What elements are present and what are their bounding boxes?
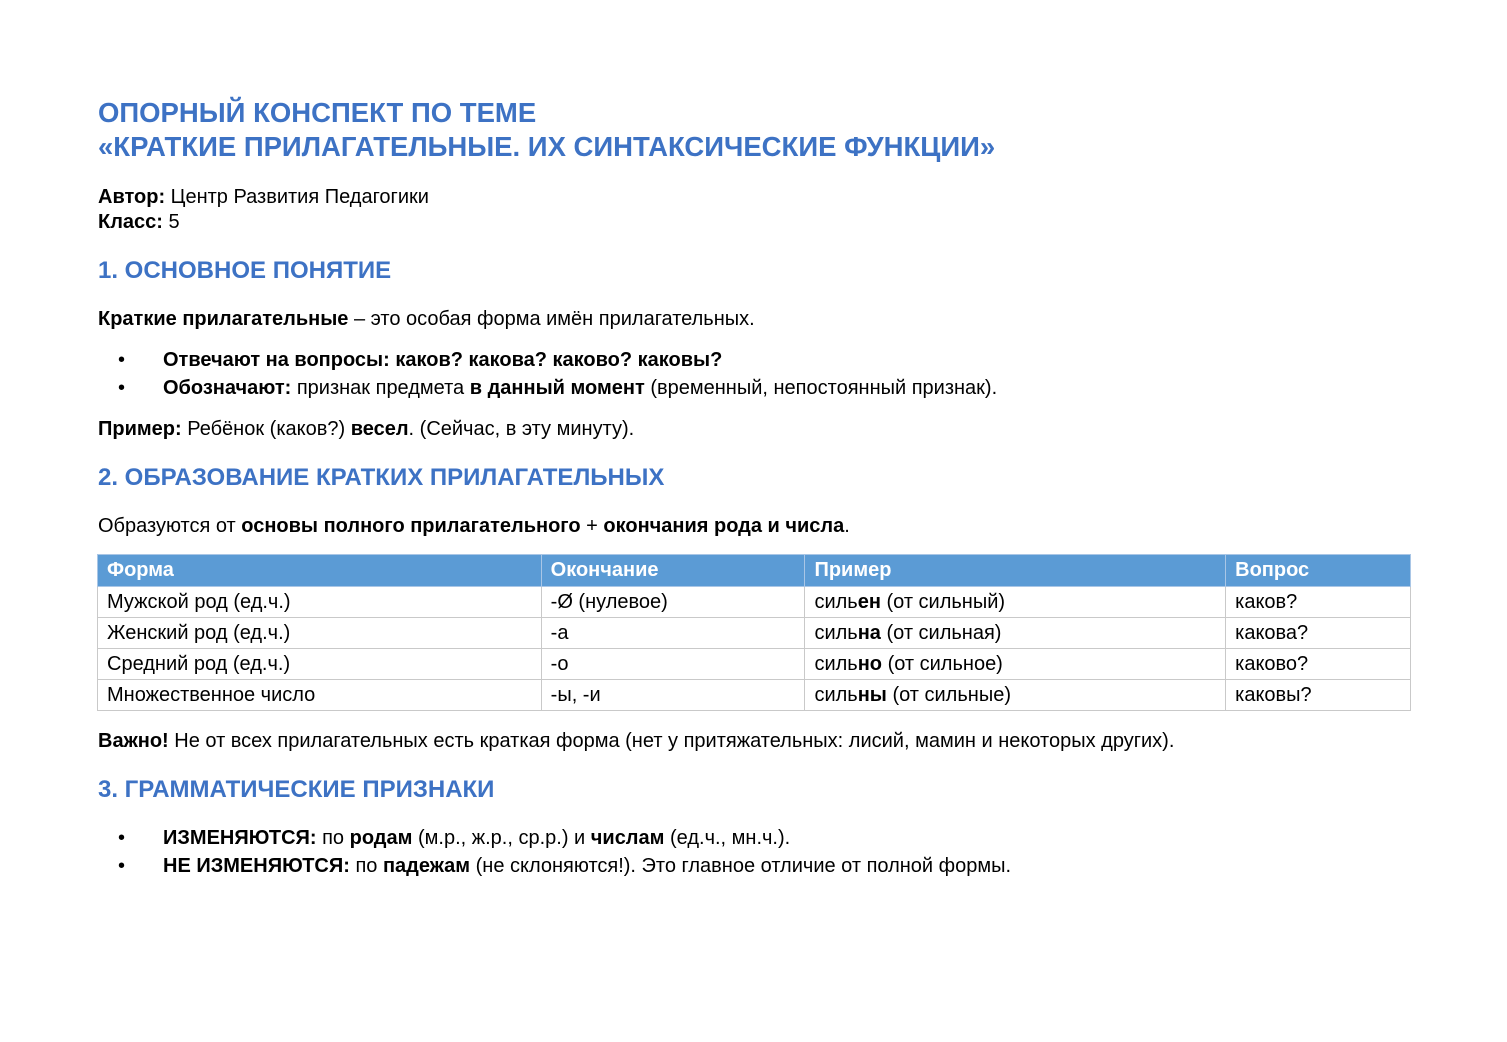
example-text-1: Ребёнок (каков?) — [181, 418, 351, 440]
definition-text: – это особая форма имён прилагательных. — [348, 308, 755, 330]
changes-text-2: (м.р., ж.р., ср.р.) и — [412, 827, 591, 849]
bullet-icon: • — [118, 855, 126, 877]
example-stem: силь — [814, 652, 858, 675]
table-header-question: Вопрос — [1226, 555, 1411, 587]
example-ending: но — [857, 652, 883, 675]
cell-question: каково? — [1226, 649, 1411, 680]
intro-text-2: + — [580, 515, 604, 537]
cell-example — [805, 680, 1226, 711]
table-row — [98, 649, 1411, 680]
section-3-heading: 3. ГРАММАТИЧЕСКИЕ ПРИЗНАКИ — [98, 776, 495, 803]
example-ending: на — [857, 621, 881, 644]
table-header-row — [98, 555, 1411, 587]
example-bold: весел — [350, 418, 409, 440]
table-header-ending: Окончание — [541, 555, 805, 587]
cell-ending: -ы, -и — [541, 680, 805, 711]
example-stem: силь — [814, 621, 858, 644]
cell-form: Женский род (ед.ч.) — [98, 618, 542, 649]
nochange-text-1: по — [349, 855, 383, 877]
cell-question: каковы? — [1226, 680, 1411, 711]
author-value: Центр Развития Педагогики — [165, 186, 429, 208]
cell-question: какова? — [1226, 618, 1411, 649]
example-ending: ны — [857, 683, 887, 706]
forms-table — [97, 554, 1411, 711]
example-source: (от сильное) — [882, 652, 1003, 675]
intro-text-3: . — [844, 515, 850, 537]
cell-example — [805, 587, 1226, 618]
section-1-heading: 1. ОСНОВНОЕ ПОНЯТИЕ — [98, 257, 392, 284]
bullet-2-label: Обозначают: — [163, 377, 292, 399]
bullet-text — [163, 376, 997, 400]
note-label: Важно! — [98, 730, 169, 752]
bullet-icon: • — [118, 349, 126, 371]
nochange-bold: падежам — [382, 855, 471, 877]
example-stem: силь — [814, 590, 858, 613]
note-paragraph — [98, 729, 1174, 753]
cell-form: Множественное число — [98, 680, 542, 711]
example-source: (от сильная) — [880, 621, 1002, 644]
title-line-1: ОПОРНЫЙ КОНСПЕКТ ПО ТЕМЕ — [98, 97, 537, 128]
class-label: Класс: — [98, 211, 163, 233]
cell-ending: -о — [541, 649, 805, 680]
example-ending: ен — [857, 590, 881, 613]
definition-term: Краткие прилагательные — [98, 308, 349, 330]
author-label: Автор: — [98, 186, 166, 208]
example-source: (от сильный) — [880, 590, 1006, 613]
cell-ending: -Ø (нулевое) — [541, 587, 805, 618]
definition-paragraph — [98, 307, 755, 331]
cell-form: Мужской род (ед.ч.) — [98, 587, 542, 618]
intro-bold-1: основы полного прилагательного — [241, 515, 581, 537]
note-text: Не от всех прилагательных есть краткая форма (нет у притяжательных: лисий, мамин и некоторых других). — [168, 730, 1175, 752]
table-header-form: Форма — [98, 555, 542, 587]
bullet-text — [163, 348, 722, 372]
bullet-1-bold: Отвечают на вопросы: каков? какова? каково? каковы? — [163, 349, 723, 371]
example-source: (от сильные) — [886, 683, 1011, 706]
bullet-2-text-1: признак предмета — [291, 377, 470, 399]
cell-question: каков? — [1226, 587, 1411, 618]
cell-example — [805, 618, 1226, 649]
class-line — [98, 210, 180, 234]
bullet-text — [163, 854, 1011, 878]
example-text-2: . (Сейчас, в эту минуту). — [408, 418, 635, 440]
changes-label: ИЗМЕНЯЮТСЯ: — [163, 827, 317, 849]
table-row — [98, 618, 1411, 649]
document-title — [98, 96, 995, 164]
formation-paragraph — [98, 514, 850, 538]
changes-bold-1: родам — [349, 827, 413, 849]
changes-bold-2: числам — [590, 827, 665, 849]
cell-ending: -а — [541, 618, 805, 649]
bullet-2-text-2: (временный, непостоянный признак). — [644, 377, 998, 399]
bullet-text — [163, 826, 790, 850]
bullet-icon: • — [118, 827, 126, 849]
nochange-text-2: (не склоняются!). Это главное отличие от полной формы. — [470, 855, 1012, 877]
class-value: 5 — [162, 211, 180, 233]
example-label: Пример: — [98, 418, 182, 440]
changes-text-1: по — [316, 827, 350, 849]
title-line-2: «КРАТКИЕ ПРИЛАГАТЕЛЬНЫЕ. ИХ СИНТАКСИЧЕСКИЕ ФУНКЦИИ» — [98, 131, 996, 162]
nochange-label: НЕ ИЗМЕНЯЮТСЯ: — [163, 855, 350, 877]
table-row — [98, 680, 1411, 711]
intro-bold-2: окончания рода и числа — [603, 515, 845, 537]
cell-form: Средний род (ед.ч.) — [98, 649, 542, 680]
bullet-icon: • — [118, 377, 126, 399]
changes-text-3: (ед.ч., мн.ч.). — [664, 827, 791, 849]
bullet-2-bold: в данный момент — [469, 377, 645, 399]
author-line — [98, 185, 429, 209]
section-2-heading: 2. ОБРАЗОВАНИЕ КРАТКИХ ПРИЛАГАТЕЛЬНЫХ — [98, 464, 665, 491]
cell-example — [805, 649, 1226, 680]
example-paragraph — [98, 417, 634, 441]
intro-text-1: Образуются от — [98, 515, 242, 537]
table-header-example: Пример — [805, 555, 1226, 587]
table-row — [98, 587, 1411, 618]
example-stem: силь — [814, 683, 858, 706]
